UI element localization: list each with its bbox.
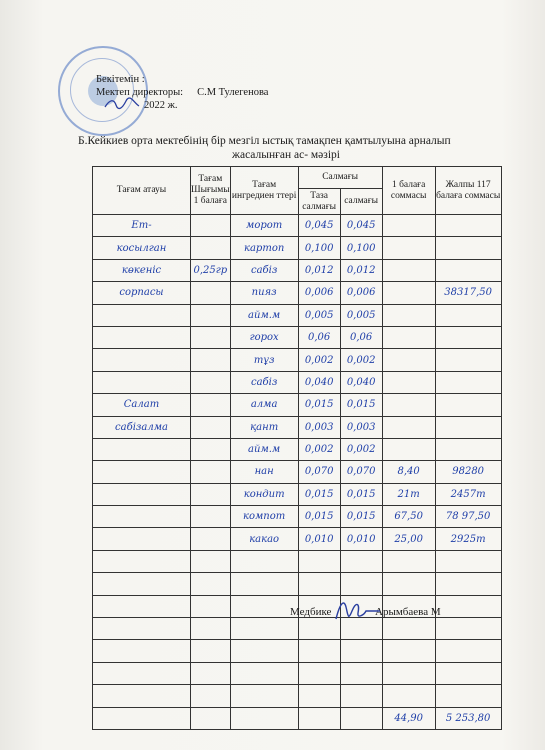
menu-portion-cell: 0,25гр xyxy=(191,259,231,281)
menu-gross-weight-cell: 0,015 xyxy=(340,483,382,505)
table-row xyxy=(93,707,502,729)
menu-portion-cell xyxy=(191,282,231,304)
menu-dish-cell: косылган xyxy=(93,237,191,259)
menu-net-weight-cell: 0,006 xyxy=(298,282,340,304)
menu-total-cell xyxy=(435,550,501,572)
menu-gross-weight-cell: 0,015 xyxy=(340,394,382,416)
table-row xyxy=(93,394,502,416)
menu-dish-cell xyxy=(93,304,191,326)
menu-per-child-cell: 21т xyxy=(382,483,435,505)
menu-total-cell xyxy=(435,349,501,371)
menu-gross-weight-cell: 0,002 xyxy=(340,438,382,460)
menu-total-cell xyxy=(435,394,501,416)
menu-total-cell xyxy=(435,662,501,684)
menu-total-cell xyxy=(435,640,501,662)
menu-portion-cell xyxy=(191,237,231,259)
menu-ingredient-cell: компот xyxy=(230,506,298,528)
menu-dish-cell xyxy=(93,483,191,505)
menu-portion-cell xyxy=(191,371,231,393)
menu-gross-weight-cell: 0,06 xyxy=(340,326,382,348)
menu-total-cell xyxy=(435,237,501,259)
menu-per-child-cell xyxy=(382,282,435,304)
menu-portion-cell xyxy=(191,685,231,707)
approval-year: 2022 ж. xyxy=(144,100,178,111)
menu-net-weight-cell: 0,002 xyxy=(298,349,340,371)
menu-per-child-cell: 44,90 xyxy=(382,707,435,729)
menu-gross-weight-cell: 0,040 xyxy=(340,371,382,393)
menu-net-weight-cell xyxy=(298,640,340,662)
menu-dish-cell: сорпасы xyxy=(93,282,191,304)
menu-total-cell xyxy=(435,595,501,617)
menu-total-cell xyxy=(435,326,501,348)
menu-table-body xyxy=(93,215,502,730)
table-row xyxy=(93,259,502,281)
menu-per-child-cell xyxy=(382,416,435,438)
menu-portion-cell xyxy=(191,326,231,348)
table-row xyxy=(93,662,502,684)
menu-portion-cell xyxy=(191,438,231,460)
menu-net-weight-cell xyxy=(298,662,340,684)
table-row xyxy=(93,483,502,505)
menu-per-child-cell xyxy=(382,438,435,460)
menu-total-cell xyxy=(435,304,501,326)
menu-dish-cell: Салат xyxy=(93,394,191,416)
nurse-signature xyxy=(330,597,382,623)
table-row xyxy=(93,438,502,460)
menu-dish-cell xyxy=(93,685,191,707)
menu-net-weight-cell: 0,010 xyxy=(298,528,340,550)
menu-ingredient-cell xyxy=(230,640,298,662)
header-gross-weight: салмағы xyxy=(340,189,382,215)
menu-gross-weight-cell xyxy=(340,573,382,595)
header-dish: Тағам атауы xyxy=(93,167,191,215)
menu-net-weight-cell: 0,003 xyxy=(298,416,340,438)
menu-net-weight-cell: 0,045 xyxy=(298,215,340,237)
menu-total-cell xyxy=(435,618,501,640)
title-line-2: жасалынған ас- мәзірі xyxy=(232,149,340,161)
menu-per-child-cell xyxy=(382,662,435,684)
menu-gross-weight-cell: 0,070 xyxy=(340,461,382,483)
header-weight: Салмағы xyxy=(298,167,382,189)
menu-dish-cell xyxy=(93,640,191,662)
table-row xyxy=(93,237,502,259)
menu-per-child-cell xyxy=(382,371,435,393)
table-row xyxy=(93,461,502,483)
table-row xyxy=(93,528,502,550)
menu-portion-cell xyxy=(191,618,231,640)
menu-portion-cell xyxy=(191,416,231,438)
menu-portion-cell xyxy=(191,506,231,528)
menu-portion-cell xyxy=(191,349,231,371)
menu-per-child-cell xyxy=(382,618,435,640)
menu-net-weight-cell: 0,015 xyxy=(298,483,340,505)
menu-ingredient-cell: картоп xyxy=(230,237,298,259)
title-line-1: Б.Кейкиев орта мектебінің бір мезгіл ыстық тамақпен қамтылуына арналып xyxy=(78,135,451,147)
menu-ingredient-cell xyxy=(230,685,298,707)
menu-per-child-cell xyxy=(382,573,435,595)
director-title: Мектеп директоры: xyxy=(96,87,184,98)
menu-gross-weight-cell: 0,010 xyxy=(340,528,382,550)
table-row xyxy=(93,215,502,237)
document-title xyxy=(66,134,506,162)
menu-ingredient-cell xyxy=(230,707,298,729)
table-row xyxy=(93,349,502,371)
menu-per-child-cell xyxy=(382,640,435,662)
menu-dish-cell xyxy=(93,349,191,371)
menu-ingredient-cell: морот xyxy=(230,215,298,237)
menu-gross-weight-cell xyxy=(340,685,382,707)
table-row xyxy=(93,326,502,348)
header-net-weight: Таза салмағы xyxy=(298,189,340,215)
nurse-block xyxy=(290,606,441,618)
director-name: С.М Тулегенова xyxy=(197,87,269,98)
menu-ingredient-cell xyxy=(230,573,298,595)
menu-portion-cell xyxy=(191,215,231,237)
header-portion: Тағам Шығымы 1 балаға xyxy=(191,167,231,215)
menu-gross-weight-cell: 0,005 xyxy=(340,304,382,326)
table-row xyxy=(93,371,502,393)
menu-per-child-cell xyxy=(382,326,435,348)
menu-per-child-cell xyxy=(382,394,435,416)
director-signature xyxy=(104,97,140,111)
menu-gross-weight-cell xyxy=(340,662,382,684)
table-row xyxy=(93,304,502,326)
menu-total-cell xyxy=(435,416,501,438)
table-row xyxy=(93,685,502,707)
nurse-name: Арымбаева М xyxy=(375,606,441,618)
menu-ingredient-cell: айм.м xyxy=(230,438,298,460)
menu-total-cell: 5 253,80 xyxy=(435,707,501,729)
table-row xyxy=(93,550,502,572)
menu-dish-cell xyxy=(93,326,191,348)
menu-gross-weight-cell xyxy=(340,640,382,662)
menu-per-child-cell: 67,50 xyxy=(382,506,435,528)
menu-per-child-cell xyxy=(382,304,435,326)
menu-total-cell: 38317,50 xyxy=(435,282,501,304)
menu-dish-cell: сабізалма xyxy=(93,416,191,438)
menu-ingredient-cell xyxy=(230,595,298,617)
menu-total-cell xyxy=(435,259,501,281)
menu-total-cell xyxy=(435,573,501,595)
menu-total-cell: 78 97,50 xyxy=(435,506,501,528)
menu-ingredient-cell: қант xyxy=(230,416,298,438)
menu-gross-weight-cell xyxy=(340,550,382,572)
header-per-child: 1 балаға соммасы xyxy=(382,167,435,215)
menu-gross-weight-cell: 0,012 xyxy=(340,259,382,281)
table-row xyxy=(93,640,502,662)
menu-net-weight-cell: 0,070 xyxy=(298,461,340,483)
menu-ingredient-cell: нан xyxy=(230,461,298,483)
menu-net-weight-cell: 0,015 xyxy=(298,394,340,416)
menu-gross-weight-cell xyxy=(340,707,382,729)
menu-gross-weight-cell: 0,003 xyxy=(340,416,382,438)
menu-portion-cell xyxy=(191,528,231,550)
menu-portion-cell xyxy=(191,461,231,483)
menu-per-child-cell xyxy=(382,550,435,572)
menu-portion-cell xyxy=(191,394,231,416)
menu-net-weight-cell xyxy=(298,573,340,595)
menu-per-child-cell xyxy=(382,237,435,259)
menu-table xyxy=(92,166,502,730)
menu-net-weight-cell xyxy=(298,685,340,707)
menu-gross-weight-cell: 0,015 xyxy=(340,506,382,528)
menu-ingredient-cell: тұз xyxy=(230,349,298,371)
menu-ingredient-cell: горох xyxy=(230,326,298,348)
menu-dish-cell xyxy=(93,707,191,729)
menu-total-cell xyxy=(435,371,501,393)
menu-net-weight-cell xyxy=(298,707,340,729)
menu-portion-cell xyxy=(191,483,231,505)
menu-ingredient-cell: пияз xyxy=(230,282,298,304)
menu-total-cell xyxy=(435,215,501,237)
menu-dish-cell xyxy=(93,662,191,684)
header-ingredients: Тағам ингредиен ттері xyxy=(230,167,298,215)
menu-ingredient-cell: кондит xyxy=(230,483,298,505)
menu-ingredient-cell xyxy=(230,662,298,684)
menu-dish-cell xyxy=(93,618,191,640)
menu-dish-cell xyxy=(93,550,191,572)
menu-ingredient-cell: алма xyxy=(230,394,298,416)
menu-dish-cell xyxy=(93,595,191,617)
menu-total-cell xyxy=(435,685,501,707)
table-row xyxy=(93,282,502,304)
menu-ingredient-cell xyxy=(230,550,298,572)
menu-portion-cell xyxy=(191,662,231,684)
menu-ingredient-cell: сабіз xyxy=(230,259,298,281)
menu-per-child-cell: 25,00 xyxy=(382,528,435,550)
menu-dish-cell: көкеніс xyxy=(93,259,191,281)
menu-total-cell: 2457т xyxy=(435,483,501,505)
header-total: Жалпы 117 балаға соммасы xyxy=(435,167,501,215)
table-row xyxy=(93,506,502,528)
menu-per-child-cell xyxy=(382,215,435,237)
menu-portion-cell xyxy=(191,595,231,617)
menu-net-weight-cell: 0,040 xyxy=(298,371,340,393)
menu-dish-cell xyxy=(93,438,191,460)
menu-gross-weight-cell: 0,006 xyxy=(340,282,382,304)
menu-gross-weight-cell: 0,002 xyxy=(340,349,382,371)
menu-net-weight-cell: 0,06 xyxy=(298,326,340,348)
menu-portion-cell xyxy=(191,304,231,326)
menu-portion-cell xyxy=(191,707,231,729)
menu-per-child-cell xyxy=(382,685,435,707)
menu-ingredient-cell: какао xyxy=(230,528,298,550)
table-row xyxy=(93,416,502,438)
menu-net-weight-cell: 0,005 xyxy=(298,304,340,326)
menu-portion-cell xyxy=(191,640,231,662)
menu-net-weight-cell xyxy=(298,550,340,572)
menu-net-weight-cell: 0,012 xyxy=(298,259,340,281)
menu-total-cell: 2925т xyxy=(435,528,501,550)
menu-per-child-cell xyxy=(382,259,435,281)
menu-dish-cell xyxy=(93,461,191,483)
table-row xyxy=(93,618,502,640)
menu-dish-cell xyxy=(93,528,191,550)
menu-ingredient-cell xyxy=(230,618,298,640)
approval-heading: Бекітемін : xyxy=(96,74,145,85)
menu-dish-cell xyxy=(93,371,191,393)
menu-gross-weight-cell: 0,100 xyxy=(340,237,382,259)
menu-per-child-cell xyxy=(382,349,435,371)
menu-total-cell: 98280 xyxy=(435,461,501,483)
menu-ingredient-cell: айм.м xyxy=(230,304,298,326)
menu-total-cell xyxy=(435,438,501,460)
nurse-label: Медбике xyxy=(290,606,332,618)
menu-portion-cell xyxy=(191,550,231,572)
menu-net-weight-cell: 0,015 xyxy=(298,506,340,528)
menu-dish-cell xyxy=(93,573,191,595)
menu-portion-cell xyxy=(191,573,231,595)
menu-net-weight-cell: 0,002 xyxy=(298,438,340,460)
menu-dish-cell xyxy=(93,506,191,528)
menu-net-weight-cell: 0,100 xyxy=(298,237,340,259)
table-row xyxy=(93,573,502,595)
menu-per-child-cell: 8,40 xyxy=(382,461,435,483)
menu-ingredient-cell: сабіз xyxy=(230,371,298,393)
menu-dish-cell: Ет- xyxy=(93,215,191,237)
menu-gross-weight-cell: 0,045 xyxy=(340,215,382,237)
